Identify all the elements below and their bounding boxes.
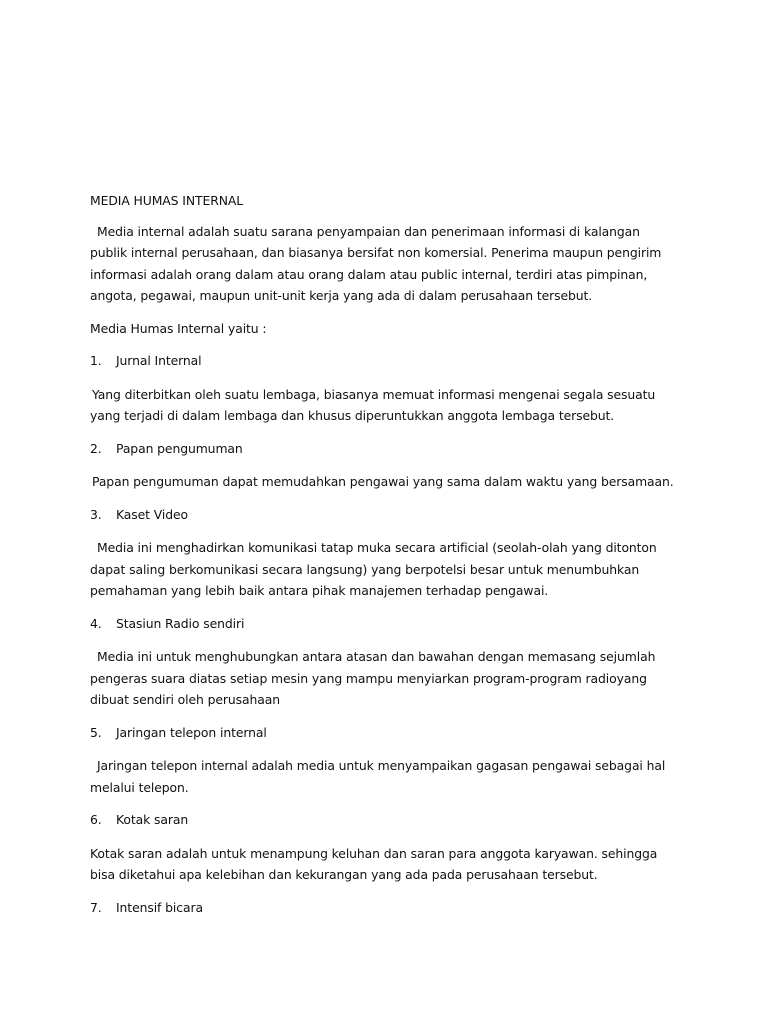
item-description: Media ini untuk menghubungkan antara atasan dan bawahan dengan memasang sejumlah pengeras suara diatas setiap mesin yang mampu menyiarkan program-program radioyang dibuat sendiri oleh perusahaan <box>90 649 656 707</box>
item-number: 3. <box>90 506 102 522</box>
item-description: Papan pengumuman dapat memudahkan pengawai yang sama dalam waktu yang bersamaan. <box>92 474 674 489</box>
item-number: 7. <box>90 899 102 915</box>
item-number: 5. <box>90 724 102 740</box>
document-title: MEDIA HUMAS INTERNAL <box>90 193 244 208</box>
item-label: Jaringan telepon internal <box>116 724 267 740</box>
item-label: Papan pengumuman <box>116 440 243 456</box>
list-item <box>90 504 680 526</box>
document-body <box>90 190 680 930</box>
item-label: Intensif bicara <box>116 899 203 915</box>
list-item <box>90 722 680 744</box>
list-item <box>90 613 680 635</box>
item-number: 4. <box>90 615 102 631</box>
item-label: Kaset Video <box>116 506 188 522</box>
item-number: 6. <box>90 812 102 827</box>
intro-paragraph: Media internal adalah suatu sarana penyampaian dan penerimaan informasi di kalangan publik internal perusahaan, dan biasanya bersifat non komersial. Penerima maupun pengirim informasi adalah orang dalam atau orang dalam atau public internal, terdiri atas pimpinan, angota, pegawai, maupun unit-unit kerja yang ada di dalam perusahaan tersebut. <box>90 223 662 303</box>
item-label: Jurnal Internal <box>116 353 202 368</box>
list-item <box>90 350 680 372</box>
list-item <box>90 809 680 831</box>
item-label: Kotak saran <box>116 812 189 827</box>
item-label: Stasiun Radio sendiri <box>116 615 245 631</box>
list-heading: Media Humas Internal yaitu : <box>90 320 267 336</box>
item-description: Yang diterbitkan oleh suatu lembaga, biasanya memuat informasi mengenai segala sesuatu yang terjadi di dalam lembaga dan khusus diperuntukkan anggota lembaga tersebut. <box>90 386 656 423</box>
list-item <box>90 438 680 460</box>
list-item <box>90 897 680 919</box>
item-number: 2. <box>90 440 102 456</box>
item-description: Jaringan telepon internal adalah media untuk menyampaikan gagasan pengawai sebagai hal melalui telepon. <box>90 758 666 795</box>
item-description: Kotak saran adalah untuk menampung keluhan dan saran para anggota karyawan. sehingga bisa diketahui apa kelebihan dan kekurangan yang ada pada perusahaan tersebut. <box>90 845 658 882</box>
item-number: 1. <box>90 353 102 368</box>
item-description: Media ini menghadirkan komunikasi tatap muka secara artificial (seolah-olah yang ditonton dapat saling berkomunikasi secara langsung) yang berpotelsi besar untuk menumbuhkan pemahaman yang lebih baik antara pihak manajemen terhadap pengawai. <box>90 540 657 598</box>
